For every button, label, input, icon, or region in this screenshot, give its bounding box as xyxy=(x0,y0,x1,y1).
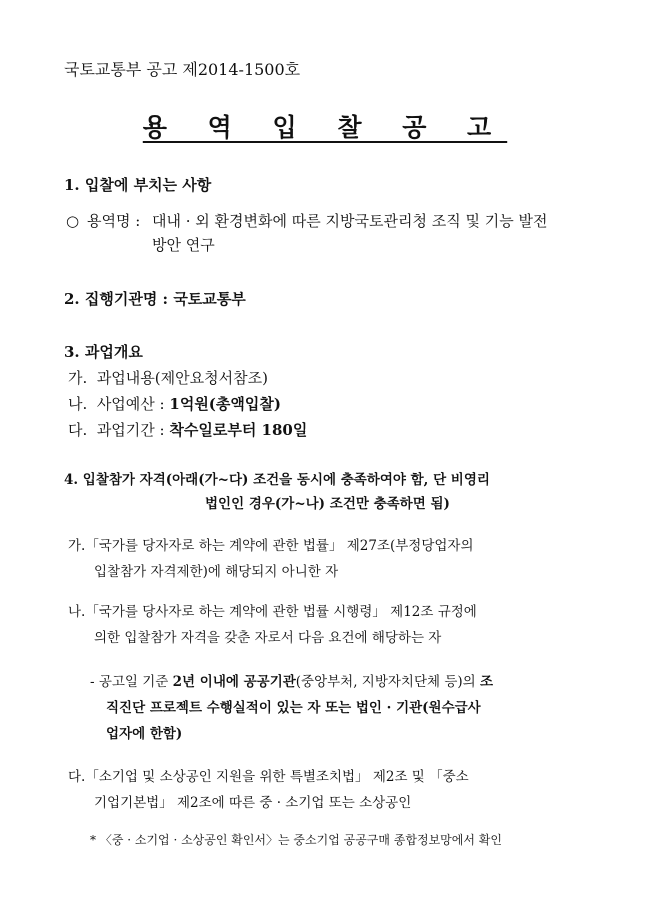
bullet-circle: ○ xyxy=(66,212,80,230)
page-title: 용 역 입 찰 공 고 xyxy=(142,113,508,142)
qualification-na-line-2: 의한 입찰참가 자격을 갖춘 자로서 다음 요건에 해당하는 자 xyxy=(94,630,442,646)
requirement-line-1: - 공고일 기준 2년 이내에 공공기관(중앙부처, 지방자치단체 등)의 조 xyxy=(90,674,494,690)
qualification-da-line-2: 기업기본법」 제2조에 따른 중 · 소기업 또는 소상공인 xyxy=(94,795,412,811)
qualification-na-line-1: 나.「국가를 당사자로 하는 계약에 관한 법률 시행령」 제12조 규정에 xyxy=(68,604,477,620)
section-3-heading: 3. 과업개요 xyxy=(64,343,143,361)
section-4-heading-line-1: 4. 입찰참가 자격(아래(가~다) 조건을 동시에 충족하여야 함, 단 비영리 xyxy=(64,472,490,488)
requirement-line-2: 직진단 프로젝트 수행실적이 있는 자 또는 법인 · 기관(원수급사 xyxy=(106,700,481,716)
section-4-heading-line-2: 법인인 경우(가~나) 조건만 충족하면 됨) xyxy=(205,496,450,512)
overview-item: 나. 사업예산 : 1억원(총액입찰) xyxy=(68,395,281,413)
qualification-ga-line-2: 입찰참가 자격제한)에 해당되지 아니한 자 xyxy=(94,564,339,580)
requirement-line-3: 업자에 한함) xyxy=(106,726,183,742)
section-1-heading: 1. 입찰에 부치는 사항 xyxy=(64,176,212,194)
service-name-line-1: 대내 · 외 환경변화에 따른 지방국토관리청 조직 및 기능 발전 xyxy=(152,212,548,230)
section-2-heading: 2. 집행기관명 : 국토교통부 xyxy=(64,290,246,308)
overview-item: 가. 과업내용(제안요청서참조) xyxy=(68,369,268,387)
qualification-ga-line-1: 가.「국가를 당자자로 하는 계약에 관한 법률」 제27조(부정당업자의 xyxy=(68,538,474,554)
footnote: * 〈중 · 소기업 · 소상공인 확인서〉는 중소기업 공공구매 종합정보망에서 확인 xyxy=(90,833,502,847)
qualification-da-line-1: 다.「소기업 및 소상공인 지원을 위한 특별조치법」 제2조 및 「중소 xyxy=(68,769,469,785)
service-name-label: 용역명 : xyxy=(87,212,141,230)
service-name-line-2: 방안 연구 xyxy=(152,236,215,254)
notice-number: 국토교통부 공고 제2014-1500호 xyxy=(64,60,301,79)
overview-item: 다. 과업기간 : 착수일로부터 180일 xyxy=(68,421,308,439)
